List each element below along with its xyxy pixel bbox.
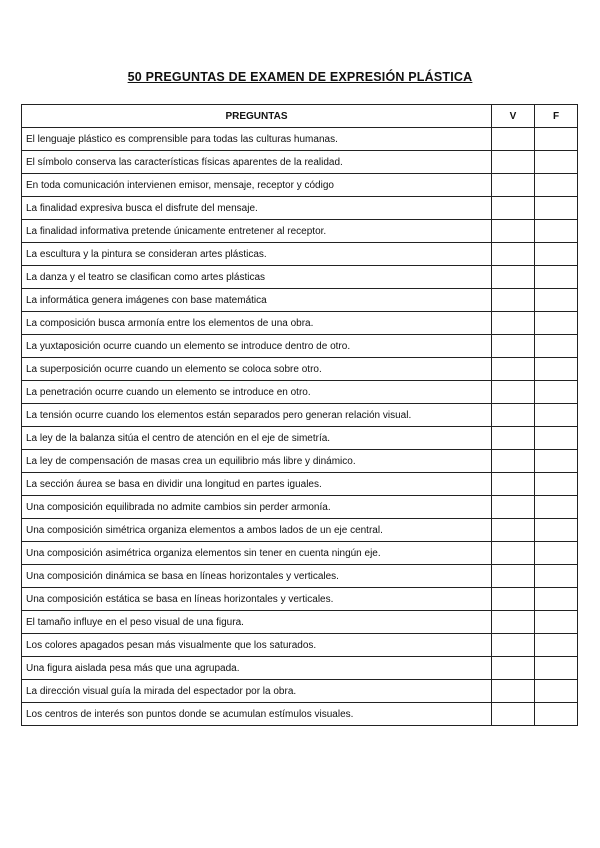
answer-true-cell[interactable] [492,404,535,427]
question-text: La yuxtaposición ocurre cuando un elemento se introduce dentro de otro. [22,335,492,358]
answer-true-cell[interactable] [492,611,535,634]
question-text: La tensión ocurre cuando los elementos están separados pero generan relación visual. [22,404,492,427]
answer-true-cell[interactable] [492,381,535,404]
header-questions: PREGUNTAS [22,105,492,128]
table-row [22,335,578,358]
question-text: La finalidad expresiva busca el disfrute del mensaje. [22,197,492,220]
table-row [22,266,578,289]
question-text: Los centros de interés son puntos donde se acumulan estímulos visuales. [22,703,492,726]
answer-true-cell[interactable] [492,703,535,726]
answer-false-cell[interactable] [535,519,578,542]
header-false: F [535,105,578,128]
table-row [22,174,578,197]
answer-true-cell[interactable] [492,174,535,197]
answer-true-cell[interactable] [492,588,535,611]
answer-false-cell[interactable] [535,427,578,450]
answer-false-cell[interactable] [535,588,578,611]
answer-false-cell[interactable] [535,174,578,197]
question-text: Una composición dinámica se basa en líneas horizontales y verticales. [22,565,492,588]
table-row [22,450,578,473]
answer-false-cell[interactable] [535,381,578,404]
question-text: Los colores apagados pesan más visualmente que los saturados. [22,634,492,657]
table-row [22,611,578,634]
question-text: Una composición asimétrica organiza elementos sin tener en cuenta ningún eje. [22,542,492,565]
page-title: 50 PREGUNTAS DE EXAMEN DE EXPRESIÓN PLÁSTICA [127,70,473,84]
answer-true-cell[interactable] [492,565,535,588]
table-row [22,703,578,726]
question-text: La composición busca armonía entre los elementos de una obra. [22,312,492,335]
exam-table [21,104,578,726]
answer-false-cell[interactable] [535,358,578,381]
table-row [22,381,578,404]
answer-false-cell[interactable] [535,151,578,174]
question-text: La danza y el teatro se clasifican como artes plásticas [22,266,492,289]
answer-false-cell[interactable] [535,703,578,726]
answer-false-cell[interactable] [535,128,578,151]
answer-true-cell[interactable] [492,634,535,657]
answer-true-cell[interactable] [492,427,535,450]
answer-false-cell[interactable] [535,657,578,680]
question-text: La sección áurea se basa en dividir una longitud en partes iguales. [22,473,492,496]
table-row [22,358,578,381]
table-row [22,289,578,312]
answer-true-cell[interactable] [492,312,535,335]
table-row [22,634,578,657]
answer-true-cell[interactable] [492,657,535,680]
answer-true-cell[interactable] [492,335,535,358]
answer-false-cell[interactable] [535,565,578,588]
table-row [22,243,578,266]
answer-true-cell[interactable] [492,197,535,220]
table-row [22,197,578,220]
table-row [22,220,578,243]
answer-false-cell[interactable] [535,335,578,358]
answer-false-cell[interactable] [535,197,578,220]
answer-true-cell[interactable] [492,519,535,542]
question-text: Una composición estática se basa en líneas horizontales y verticales. [22,588,492,611]
answer-true-cell[interactable] [492,496,535,519]
table-row [22,680,578,703]
answer-false-cell[interactable] [535,450,578,473]
answer-true-cell[interactable] [492,243,535,266]
question-text: La dirección visual guía la mirada del espectador por la obra. [22,680,492,703]
answer-false-cell[interactable] [535,312,578,335]
question-text: Una composición equilibrada no admite cambios sin perder armonía. [22,496,492,519]
table-row [22,427,578,450]
answer-false-cell[interactable] [535,266,578,289]
question-text: La penetración ocurre cuando un elemento se introduce en otro. [22,381,492,404]
table-row [22,312,578,335]
answer-false-cell[interactable] [535,496,578,519]
answer-true-cell[interactable] [492,450,535,473]
table-row [22,542,578,565]
question-text: Una composición simétrica organiza elementos a ambos lados de un eje central. [22,519,492,542]
answer-true-cell[interactable] [492,473,535,496]
answer-false-cell[interactable] [535,404,578,427]
table-row [22,519,578,542]
question-text: El lenguaje plástico es comprensible para todas las culturas humanas. [22,128,492,151]
question-text: La informática genera imágenes con base matemática [22,289,492,312]
table-row [22,151,578,174]
answer-false-cell[interactable] [535,680,578,703]
answer-true-cell[interactable] [492,151,535,174]
answer-false-cell[interactable] [535,220,578,243]
table-row [22,657,578,680]
answer-false-cell[interactable] [535,289,578,312]
question-text: La finalidad informativa pretende únicamente entretener al receptor. [22,220,492,243]
answer-false-cell[interactable] [535,243,578,266]
answer-false-cell[interactable] [535,611,578,634]
question-text: El símbolo conserva las características físicas aparentes de la realidad. [22,151,492,174]
table-row [22,473,578,496]
question-text: Una figura aislada pesa más que una agrupada. [22,657,492,680]
table-row [22,128,578,151]
answer-true-cell[interactable] [492,220,535,243]
answer-true-cell[interactable] [492,289,535,312]
answer-false-cell[interactable] [535,634,578,657]
table-row [22,588,578,611]
question-text: El tamaño influye en el peso visual de una figura. [22,611,492,634]
answer-false-cell[interactable] [535,473,578,496]
question-text: La ley de la balanza sitúa el centro de atención en el eje de simetría. [22,427,492,450]
answer-true-cell[interactable] [492,128,535,151]
table-row [22,565,578,588]
answer-true-cell[interactable] [492,542,535,565]
table-row [22,496,578,519]
answer-true-cell[interactable] [492,680,535,703]
question-text: La escultura y la pintura se consideran artes plásticas. [22,243,492,266]
question-text: En toda comunicación intervienen emisor, mensaje, receptor y código [22,174,492,197]
header-true: V [492,105,535,128]
question-text: La superposición ocurre cuando un elemento se coloca sobre otro. [22,358,492,381]
table-row [22,404,578,427]
question-text: La ley de compensación de masas crea un equilibrio más libre y dinámico. [22,450,492,473]
answer-true-cell[interactable] [492,358,535,381]
table-header-row [22,105,578,128]
answer-true-cell[interactable] [492,266,535,289]
answer-false-cell[interactable] [535,542,578,565]
